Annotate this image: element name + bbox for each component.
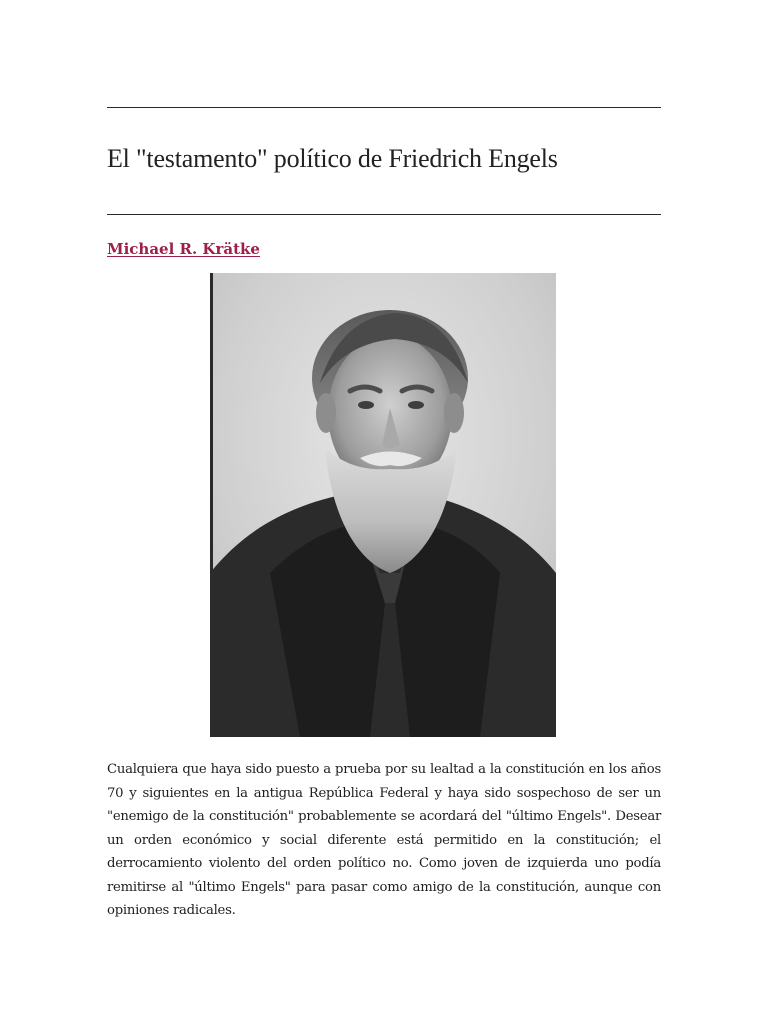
article-body: Cualquiera que haya sido puesto a prueba por su lealtad a la constitución en los años 70 y siguientes en la antigua República Federal y haya sido sospechoso de ser un "enemigo de la constitución" probablemente se acordará del "último Engels". Desear un orden económico y social diferente está permitido en la constitución; el derrocamiento violento del orden político no. Como joven de izquierda uno podía remitirse al "último Engels" para pasar como amigo de la constitución, aunque con opiniones radicales. <box>107 762 661 918</box>
article-title: El "testamento" político de Friedrich Engels <box>107 144 558 173</box>
bottom-divider <box>107 214 661 215</box>
portrait-photo <box>210 273 556 737</box>
top-divider <box>107 107 661 108</box>
author-link[interactable]: Michael R. Krätke <box>107 240 260 258</box>
